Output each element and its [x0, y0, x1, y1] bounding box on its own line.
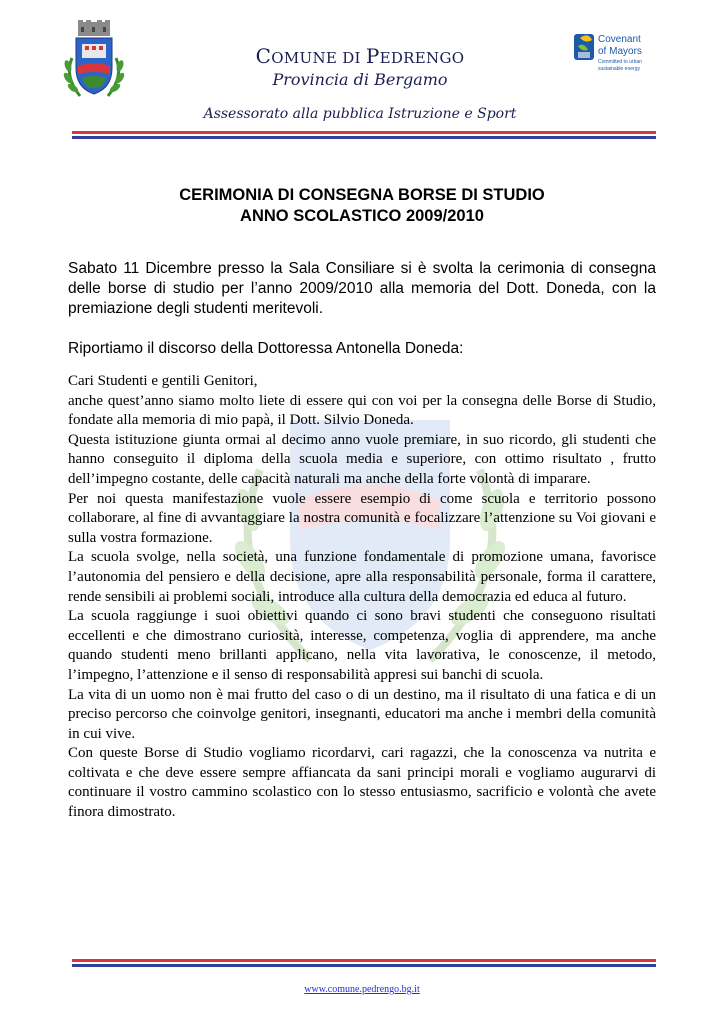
municipality-name: COMUNE DI PEDRENGO: [255, 44, 465, 68]
header-stripe-red: [72, 131, 656, 134]
speech-paragraph: Per noi questa manifestazione vuole essere esempio di come scuola e territorio possono collaborare, al fine di avvantaggiare la nostra comunità e focalizzare l’attenzione su Voi giovani e sulla vostra formazione.: [68, 490, 656, 546]
logo-text-tagline-2: sustainable energy: [598, 66, 640, 72]
speech-paragraph: Con queste Borse di Studio vogliamo ricordarvi, cari ragazzi, che la conoscenza va nutrita e coltivata e che deve essere sempre affiancata da sani principi morali e vogliamo augurarvi di continuare il vostro cammino scolastico con lo stesso entusiasmo, sacrificio e volontà che avete finora dimostrato.: [68, 745, 656, 821]
header-stripe-blue: [72, 136, 656, 139]
intro-paragraph: Sabato 11 Dicembre presso la Sala Consiliare si è svolta la cerimonia di consegna delle borse di studio per l’anno 2009/2010 alla memoria del Dott. Doneda, con la premiazione degli studenti meritevoli.: [68, 260, 656, 317]
document-title-line-2: ANNO SCOLASTICO 2009/2010: [240, 207, 484, 225]
speech-paragraph: Cari Studenti e gentili Genitori,: [68, 373, 258, 389]
covenant-of-mayors-logo: [574, 30, 674, 86]
municipal-crest-logo: [62, 18, 126, 102]
speech-body: [68, 372, 656, 823]
speech-paragraph: Questa istituzione giunta ormai al decimo anno vuole premiare, in suo ricordo, gli studenti che hanno conseguito il diploma della scuola media e superiore, con ottimo risultato , frutto dell’impegno costante, delle capacità naturali ma anche della forte volontà di imparare.: [68, 431, 656, 487]
speech-paragraph: La scuola svolge, nella società, una funzione fondamentale di promozione umana, favorisce l’autonomia del pensiero e della decisione, apre alla responsabilità personale, forma il carattere, rende sensibili ai problemi sociali, introduce alla cultura della democrazia ed educa al futuro.: [68, 549, 656, 605]
department-name: Assessorato alla pubblica Istruzione e Sport: [203, 106, 517, 122]
speech-introduction: Riportiamo il discorso della Dottoressa Antonella Doneda:: [68, 340, 464, 357]
logo-text-covenant: Covenant: [598, 34, 641, 45]
logo-text-tagline-1: Committed to urban: [598, 59, 642, 65]
logo-text-mayors: of Mayors: [598, 46, 642, 57]
speech-paragraph: La scuola raggiunge i suoi obiettivi quando ci sono bravi studenti che conseguono risultati eccellenti e che dimostrano curiosità, interesse, competenza, voglia di apprendere, ma anche quando studenti meno brillanti applicano, nella vita lavorativa, le conoscenze, il metodo, l’impegno, l’attenzione e il senso di responsabilità appresi sui banchi di scuola.: [68, 608, 656, 683]
website-link[interactable]: www.comune.pedrengo.bg.it: [304, 984, 420, 995]
speech-paragraph: La vita di un uomo non è mai frutto del caso o di un destino, ma il risultato di una fatica e di un preciso percorso che coinvolge genitori, insegnanti, educatori ma anche i membri della comunità in cui vive.: [68, 686, 656, 742]
province-name: Provincia di Bergamo: [272, 70, 448, 89]
footer-stripe-blue: [72, 964, 656, 967]
footer-stripe-red: [72, 959, 656, 962]
speech-paragraph: anche quest’anno siamo molto liete di essere qui con voi per la consegna delle Borse di Studio, fondate alla memoria di mio papà, il Dott. Silvio Doneda.: [68, 392, 656, 429]
document-title-line-1: CERIMONIA DI CONSEGNA BORSE DI STUDIO: [179, 186, 545, 204]
